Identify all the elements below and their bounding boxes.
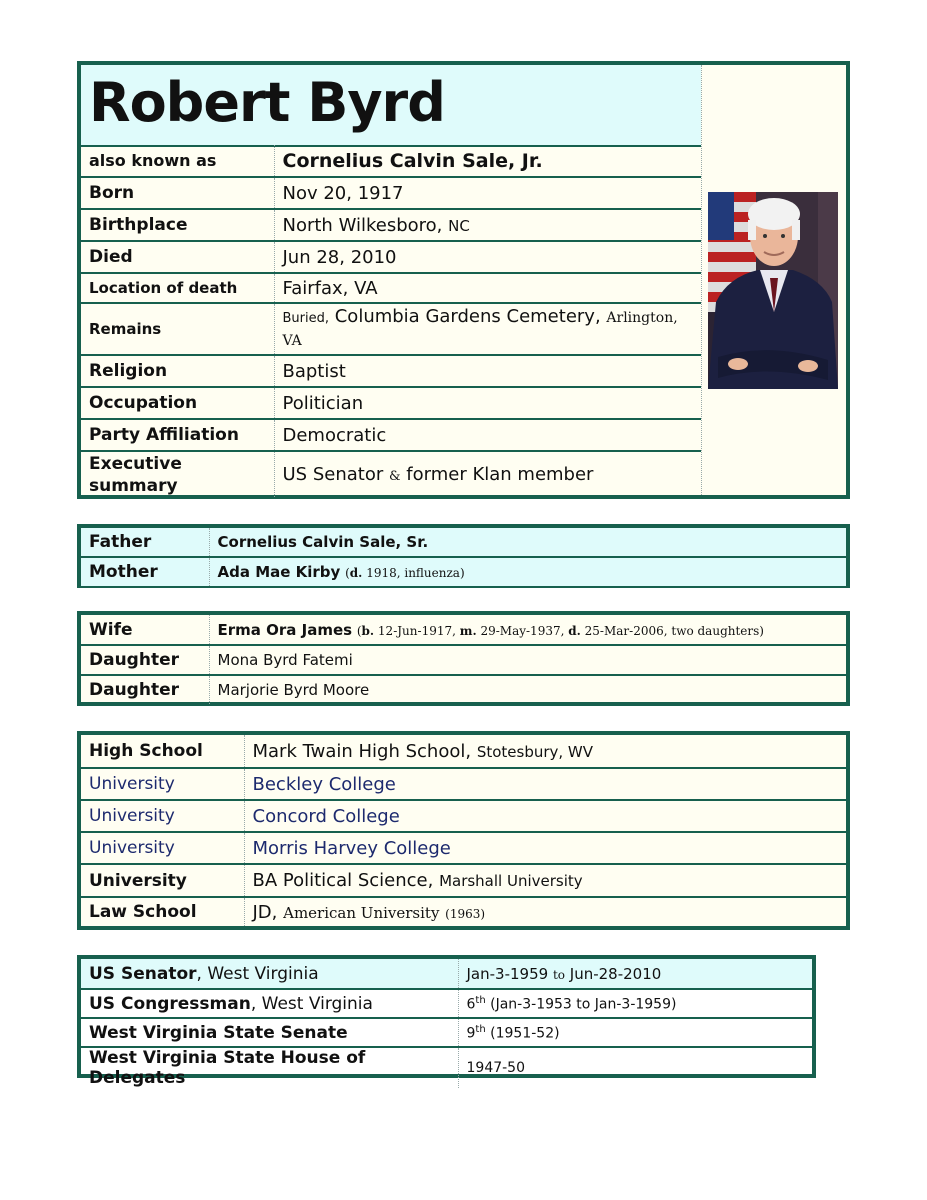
uni4-degree: BA Political Science, <box>252 870 434 891</box>
wife-value: Erma Ora James (b. 12-Jun-1917, m. 29-May-1937, d. 25-Mar-2006, two daughters) <box>209 615 846 645</box>
daughter-label: Daughter <box>81 645 209 675</box>
divider <box>701 65 702 495</box>
remains-prefix: Buried, <box>282 311 329 326</box>
law-label: Law School <box>81 897 244 926</box>
hs-value <box>244 735 846 768</box>
family-table <box>81 615 846 704</box>
parents-table <box>81 528 846 586</box>
wife-d: d. <box>568 623 581 638</box>
born-label: Born <box>81 177 274 209</box>
mother-label: Mother <box>81 557 209 586</box>
state-senate-sup: th <box>475 1023 486 1035</box>
edu-row-university-4 <box>81 864 846 897</box>
parents-card <box>77 524 850 588</box>
career-table <box>81 959 812 1088</box>
wife-label: Wife <box>81 615 209 645</box>
wife-name: Erma Ora James <box>217 620 353 639</box>
career-row-congressman <box>81 989 812 1018</box>
birthplace-value <box>274 209 701 241</box>
mother-note: 1918, influenza <box>366 566 460 580</box>
uni4-value <box>244 864 846 897</box>
senator-from: Jan-3-1959 <box>466 964 549 983</box>
occupation-label: Occupation <box>81 387 274 419</box>
birthplace-city: North Wilkesboro, <box>282 214 443 236</box>
law-degree: JD, <box>252 901 278 923</box>
state-senate-num: 9 <box>466 1025 476 1042</box>
summary-value <box>274 451 701 497</box>
state-senate-range: (1951-52) <box>490 1025 560 1042</box>
father-value: Cornelius Calvin Sale, Sr. <box>209 528 846 557</box>
remains-label: Remains <box>81 303 274 355</box>
father-label: Father <box>81 528 209 557</box>
parent-row-father <box>81 528 846 557</box>
occupation-value: Politician <box>274 387 701 419</box>
summary-part-b: former Klan member <box>406 464 594 485</box>
facts-table <box>81 145 701 497</box>
edu-row-university-1 <box>81 768 846 800</box>
daughter1-value: Mona Byrd Fatemi <box>209 645 846 675</box>
death-location-value: Fairfax, VA <box>274 273 701 303</box>
family-row-daughter-2 <box>81 675 846 704</box>
parent-row-mother <box>81 557 846 586</box>
family-row-wife <box>81 615 846 645</box>
fact-row-died <box>81 241 701 273</box>
died-label: Died <box>81 241 274 273</box>
house-delegates-title: West Virginia State House of Delegates <box>81 1047 458 1088</box>
hs-location: Stotesbury, WV <box>476 742 594 761</box>
congressman-num: 6 <box>466 996 476 1013</box>
portrait-photo <box>708 192 838 389</box>
education-table <box>81 735 846 926</box>
wife-ddate: 25-Mar-2006, two daughters <box>584 623 760 638</box>
education-card <box>77 731 850 930</box>
career-card <box>77 955 816 1088</box>
party-value: Democratic <box>274 419 701 451</box>
wife-b: b. <box>361 623 375 638</box>
congressman-title-cell <box>81 989 458 1018</box>
senator-state: , West Virginia <box>196 963 319 984</box>
remains-value <box>274 303 701 355</box>
fact-row-summary <box>81 451 701 497</box>
uni-label: University <box>81 768 244 800</box>
religion-value: Baptist <box>274 355 701 387</box>
born-value: Nov 20, 1917 <box>274 177 701 209</box>
party-label: Party Affiliation <box>81 419 274 451</box>
congressman-state: , West Virginia <box>250 993 373 1014</box>
congressman-range: (Jan-3-1953 to Jan-3-1959) <box>490 996 677 1013</box>
fact-row-occupation <box>81 387 701 419</box>
fact-row-remains <box>81 303 701 355</box>
uni4-school: Marshall University <box>439 872 583 890</box>
summary-part-a: US Senator <box>282 464 384 485</box>
congressman-title: US Congressman <box>89 993 251 1014</box>
senator-title-cell <box>81 959 458 989</box>
law-school: American University <box>283 903 440 922</box>
uni2-value: Concord College <box>244 800 846 832</box>
law-value <box>244 897 846 926</box>
career-row-state-senate <box>81 1018 812 1047</box>
house-delegates-dates: 1947-50 <box>466 1060 525 1076</box>
portrait-illustration <box>708 192 838 389</box>
congressman-dates <box>458 989 812 1018</box>
daughter-label: Daughter <box>81 675 209 704</box>
profile-card <box>77 61 850 499</box>
hs-label: High School <box>81 735 244 768</box>
remains-place: Columbia Gardens Cemetery, <box>334 306 601 327</box>
fact-row-birthplace <box>81 209 701 241</box>
fact-row-party <box>81 419 701 451</box>
birthplace-label: Birthplace <box>81 209 274 241</box>
fact-row-aka <box>81 145 701 177</box>
birthplace-state: NC <box>448 216 470 235</box>
family-card <box>77 611 850 706</box>
mother-name: Ada Mae Kirby <box>217 563 341 581</box>
family-row-daughter-1 <box>81 645 846 675</box>
summary-amp: & <box>388 469 401 484</box>
person-name: Robert Byrd <box>89 71 445 134</box>
law-year: (1963) <box>445 906 486 921</box>
wife-m: m. <box>459 623 477 638</box>
fact-row-born <box>81 177 701 209</box>
uni1-value: Beckley College <box>244 768 846 800</box>
wife-bdate: 12-Jun-1917, <box>377 623 456 638</box>
senator-to-word: to <box>552 967 565 982</box>
aka-label: also known as <box>81 145 274 177</box>
wife-mdate: 29-May-1937, <box>480 623 565 638</box>
uni-label: University <box>81 800 244 832</box>
senator-title: US Senator <box>89 963 197 984</box>
remains-city: Arlington, VA <box>282 310 678 349</box>
hs-name: Mark Twain High School, <box>252 740 472 762</box>
death-location-label: Location of death <box>81 273 274 303</box>
aka-value: Cornelius Calvin Sale, Jr. <box>274 145 701 177</box>
state-senate-title: West Virginia State Senate <box>81 1018 458 1047</box>
career-row-house-delegates <box>81 1047 812 1088</box>
uni-label: University <box>81 864 244 897</box>
senator-to: Jun-28-2010 <box>569 964 662 983</box>
senator-dates <box>458 959 812 989</box>
summary-label: Executive summary <box>81 451 274 497</box>
uni-label: University <box>81 832 244 864</box>
career-row-senator <box>81 959 812 989</box>
edu-row-university-3 <box>81 832 846 864</box>
edu-row-law-school <box>81 897 846 926</box>
mother-d: d. <box>349 566 363 580</box>
title-bar <box>81 65 701 147</box>
fact-row-religion <box>81 355 701 387</box>
mother-value: Ada Mae Kirby (d. 1918, influenza) <box>209 557 846 586</box>
daughter2-value: Marjorie Byrd Moore <box>217 681 370 699</box>
uni3-value: Morris Harvey College <box>244 832 846 864</box>
congressman-sup: th <box>475 994 486 1006</box>
died-value: Jun 28, 2010 <box>274 241 701 273</box>
fact-row-death-location <box>81 273 701 303</box>
edu-row-high-school <box>81 735 846 768</box>
religion-label: Religion <box>81 355 274 387</box>
state-senate-dates <box>458 1018 812 1047</box>
edu-row-university-2 <box>81 800 846 832</box>
